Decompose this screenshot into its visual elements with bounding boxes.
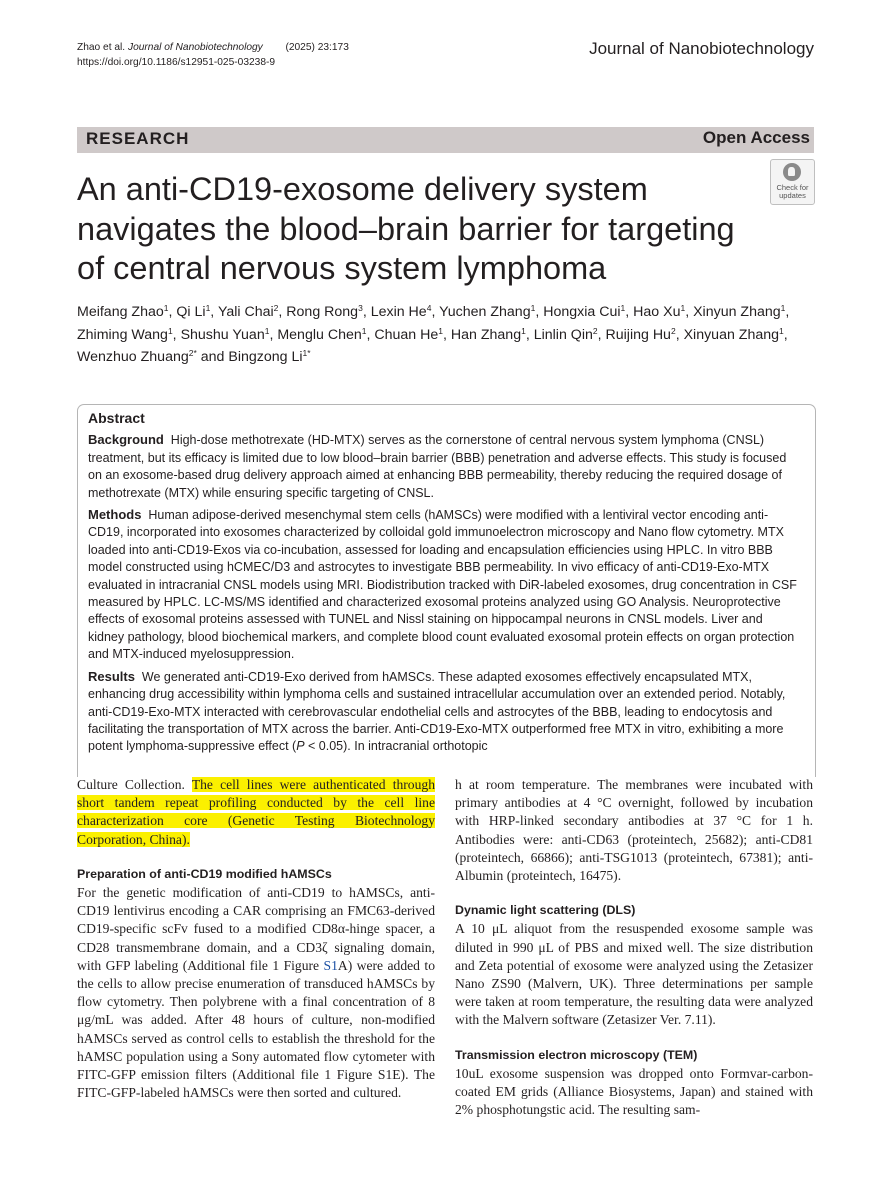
background-text: High-dose methotrexate (HD-MTX) serves as the cornerstone of central nervous system lymphoma (CNSL) treatment, but its efficacy is limited due to low blood–brain barrier (BBB) penetration and adverse effects. This study is focused on an exosome-based drug delivery approach aimed at enhancing BBB permeability, thereby reducing the required dosage of methotrexate (MTX) while ensuring specific targeting of CNSL. bbox=[88, 433, 787, 500]
section-heading-preparation: Preparation of anti-CD19 modified hAMSCs bbox=[77, 866, 332, 881]
highlighted-text[interactable]: The cell lines were authenticated through short tandem repeat profiling conducted by the cell line characterization core (Genetic Testing Biotechnology Corporation, China). bbox=[77, 777, 435, 847]
header-citation: (2025) 23:173 bbox=[285, 42, 349, 53]
author-name[interactable]: Shushu Yuan bbox=[180, 326, 265, 343]
author-affiliation: 3 bbox=[358, 303, 363, 313]
author-name[interactable]: Xinyuan Zhang bbox=[683, 326, 780, 343]
author-affiliation: 1 bbox=[779, 325, 784, 336]
author-name[interactable]: Bingzong Li bbox=[228, 349, 303, 365]
abstract-methods bbox=[88, 506, 802, 664]
header-doi[interactable]: https://doi.org/10.1186/s12951-025-03238-9 bbox=[77, 57, 276, 68]
author-name[interactable]: Linlin Qin bbox=[533, 326, 593, 343]
author-name[interactable]: Wenzhuo Zhuang bbox=[77, 349, 189, 365]
open-access-label: Open Access bbox=[702, 128, 810, 147]
author-name[interactable]: Zhiming Wang bbox=[77, 326, 168, 343]
left-intro-paragraph bbox=[77, 776, 435, 849]
intro-plain-text: Culture Collection. bbox=[77, 777, 192, 792]
author-name[interactable]: Rong Rong bbox=[286, 304, 359, 320]
journal-name: Journal of Nanobiotechnology bbox=[589, 39, 814, 58]
article-title: An anti-CD19-exosome delivery system navigates the blood–brain barrier for targeting of central nervous system lymphoma bbox=[77, 171, 735, 286]
author-name[interactable]: Lexin He bbox=[370, 304, 427, 320]
author-affiliation: 1 bbox=[530, 303, 536, 313]
section-heading-dls: Dynamic light scattering (DLS) bbox=[455, 903, 636, 918]
left-column bbox=[77, 776, 435, 1102]
figure-s1-link[interactable]: S1 bbox=[323, 957, 338, 973]
author-affiliation: 1 bbox=[264, 325, 270, 336]
author-affiliation: 1 bbox=[438, 325, 443, 336]
author-name[interactable]: Hongxia Cui bbox=[543, 304, 621, 320]
author-affiliation: 1 bbox=[163, 303, 169, 313]
article-type-bar bbox=[77, 127, 814, 153]
background-label: Background bbox=[88, 432, 164, 448]
author-affiliation: 1 bbox=[780, 303, 786, 313]
preparation-text-b: A) were added to the cells to allow precise enumeration of transduced hAMSCs by flow cytometry. Then polybrene with a final concentration of 8 μg/mL was added. After 48 hours of culture, non-modified hAMSCs served as control cells to establish the threshold for the hAMSC population using a Sony automated flow cytometer with FITC-GFP emission filters (Additional file 1 Figure S1E). The FITC-GFP-labeled hAMSCs were then sorted and cultured. bbox=[77, 957, 435, 1101]
author-affiliation: 1 bbox=[167, 325, 173, 336]
abstract-box bbox=[77, 404, 816, 777]
author-name[interactable]: Menglu Chen bbox=[277, 326, 362, 343]
methods-text: Human adipose-derived mesenchymal stem cells (hAMSCs) were modified with a lentiviral vector encoding anti-CD19, incorporated into exosomes characterized by colloidal gold immunoelectron microscopy and Nano flow cytometry. MTX loaded into anti-CD19-Exos via co-incubation, assessed for loading and encapsulation efficiencies using HPLC. In vitro BBB model constructed using hCMEC/D3 and astrocytes to investigate BBB permeability. In vivo efficacy of anti-CD19-Exo-MTX evaluated in intracranial CNSL models using MRI. Biodistribution tracked with DiR-labeled exosomes, drug concentration in CSF measured by HPLC. LC-MS/MS identified and characterized exosomal proteins analyzed using GO Analysis. Neuroprotective effects of exosomal proteins assessed with TUNEL and Nissl staining on hippocampal neurons in CNSL models. Liver and kidney pathology, blood biochemical markers, and complete blood count evaluated exosomal protein effects on organ protection and MTX-induced myelosuppression. bbox=[88, 508, 797, 662]
author-affiliation: 1 bbox=[521, 325, 526, 336]
tem-paragraph: 10uL exosome suspension was dropped onto Formvar-carbon-coated EM grids (Alliance Biosystems, Japan) and stained with 2% phosphotungstic acid. The resulting sam- bbox=[455, 1065, 813, 1118]
methods-label: Methods bbox=[88, 507, 142, 523]
right-column bbox=[455, 776, 813, 1119]
author-name[interactable]: Ruijing Hu bbox=[605, 326, 671, 343]
results-text-1: We generated anti-CD19-Exo derived from hAMSCs. These adapted exosomes effectively encapsulated MTX, enhancing drug accessibility within lymphoma cells and sustained intracellular accumulation over an extended period. Notably, anti-CD19-Exo-MTX interacted with cerebrovascular endothelial cells and astrocytes of the BBB, leading to endocytosis and facilitating the transportation of MTX across the barrier. Anti-CD19-Exo-MTX outperformed free MTX in vitro, exhibiting a more potent lymphoma-suppressive effect ( bbox=[88, 669, 786, 754]
author-name[interactable]: Meifang Zhao bbox=[77, 304, 164, 320]
check-for-updates-badge[interactable] bbox=[770, 159, 815, 205]
author-affiliation: 1* bbox=[302, 348, 311, 358]
author-affiliation: 1 bbox=[680, 303, 686, 313]
author-affiliation: 2* bbox=[188, 348, 197, 358]
author-name[interactable]: Chuan He bbox=[374, 326, 439, 343]
section-heading-tem: Transmission electron microscopy (TEM) bbox=[455, 1047, 698, 1062]
author-name[interactable]: Qi Li bbox=[176, 304, 206, 320]
badge-line-2: updates bbox=[779, 191, 806, 200]
author-name[interactable]: Yali Chai bbox=[217, 304, 274, 320]
authors-and: and bbox=[200, 349, 225, 365]
abstract-background bbox=[88, 431, 802, 502]
author-affiliation: 2 bbox=[670, 325, 676, 336]
author-list: Meifang Zhao$^1$, Qi Li$^1$, Yali Chai$^2$, Rong Rong$^3$, Lexin He$^4$, Yuchen Zhang$^1$, Hongxia Cui$^1$, Hao Xu$^1$, Xinyun Zhang$^1$, Zhiming Wang$^1$, Shushu Yuan$^1$, Menglu Chen$^1$, Chuan He$^1$, Han Zhang$^1$, Linlin Qin$^2$, Ruijing Hu$^2$, Xinyuan Zhang$^1$, Wenzhuo Zhuang$^{2*}$ and Bingzong $Li^{1*}$ bbox=[77, 303, 790, 365]
abstract-results bbox=[88, 668, 802, 756]
header-journal: Journal of Nanobiotechnology bbox=[127, 42, 263, 53]
badge-text bbox=[771, 184, 814, 200]
author-name[interactable]: Yuchen Zhang bbox=[439, 304, 531, 320]
author-name[interactable]: Han Zhang bbox=[450, 326, 522, 343]
dls-paragraph: A 10 μL aliquot from the resuspended exosome sample was diluted in 990 μL of PBS and mixed well. The size distribution and Zeta potential of exosome were analyzed using the Zetasizer Nano ZS90 (Malvern, UK). Three determinations per sample were taken at room temperature, the resulting data were analyzed with the Malvern software (Zetasizer Ver. 7.11). bbox=[455, 921, 813, 1028]
article-type-label: RESEARCH bbox=[86, 129, 190, 148]
results-text-2: < 0.05). In intracranial orthotopic bbox=[304, 739, 488, 754]
author-name[interactable]: Hao Xu bbox=[633, 304, 681, 320]
results-label: Results bbox=[88, 668, 135, 684]
preparation-paragraph bbox=[77, 884, 435, 1102]
author-affiliation: 4 bbox=[426, 303, 432, 313]
header-authors: Zhao et al. bbox=[77, 42, 126, 53]
author-name[interactable]: Xinyun Zhang bbox=[693, 304, 781, 320]
abstract-heading: Abstract bbox=[88, 410, 145, 426]
bookmark-icon bbox=[783, 163, 801, 181]
author-affiliation: 1 bbox=[361, 325, 367, 336]
badge-line-1: Check for bbox=[776, 183, 809, 192]
author-affiliation: 1 bbox=[620, 303, 626, 313]
author-affiliation: 2 bbox=[592, 325, 598, 336]
running-header bbox=[77, 40, 349, 70]
results-p-value: P bbox=[296, 739, 305, 754]
author-affiliation: 2 bbox=[273, 303, 279, 313]
preparation-text-a: For the genetic modification of anti-CD19 to hAMSCs, anti-CD19 lentivirus encoding a CAR comprising an FMC63-derived CD19-specific scFv fused to a modified CD8α-hinge spacer, a CD28 transmembrane domain, and a CD3ζ signaling domain, with GFP labeling (Additional file 1 Figure bbox=[77, 885, 435, 973]
right-intro-paragraph: h at room temperature. The membranes were incubated with primary antibodies at 4 °C overnight, followed by incubation with HRP-linked secondary antibodies at 37 °C for 1 h. Antibodies were: anti-CD63 (proteintech, 25682); anti-CD81 (proteintech, 66866); anti-TSG1013 (proteintech, 67381); anti-Albumin (proteintech, 16475). bbox=[455, 777, 813, 884]
author-affiliation: 1 bbox=[205, 303, 211, 313]
